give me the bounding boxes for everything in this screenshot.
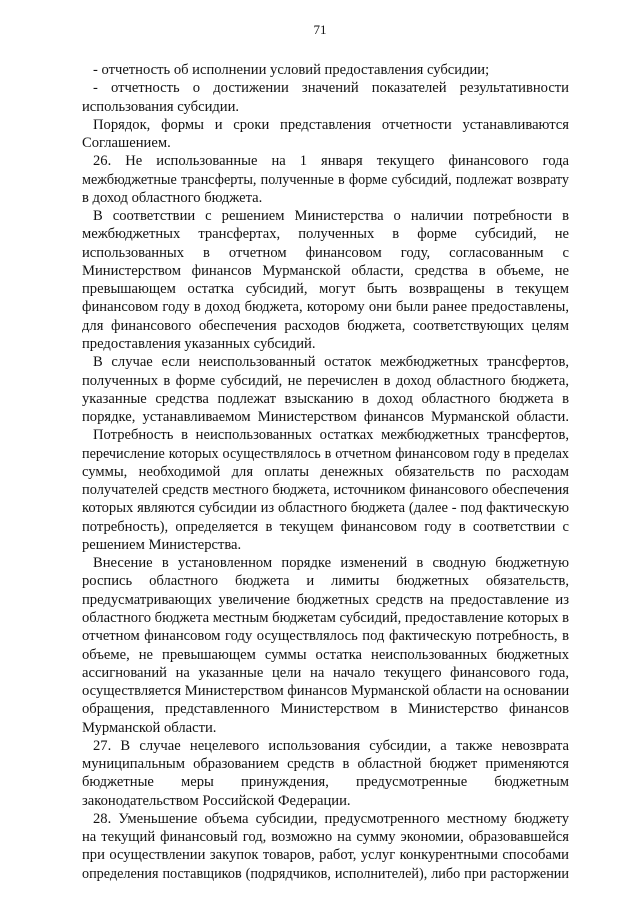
text-line: перечисление которых осуществлялось в отчетном финансовом году в пределах bbox=[82, 445, 569, 462]
text-line: ассигнований на указанные цели на начало текущего финансового года, bbox=[82, 664, 569, 681]
text-line: областного бюджета местным бюджетам субсидий, предоставление которых в bbox=[82, 609, 569, 626]
text-line: предусматривающих увеличение бюджетных средств на предоставление из bbox=[82, 591, 569, 608]
text-line: суммы, необходимой для оплаты денежных обязательств по расходам bbox=[82, 463, 569, 480]
text-line: на текущий финансовый год, возможно на сумму экономии, образовавшейся bbox=[82, 829, 569, 846]
page-number: 71 bbox=[313, 22, 327, 37]
text-line: превышающем остатка субсидий, могут быть возвращены в текущем bbox=[82, 281, 569, 298]
text-line: полученных в форме субсидий, не перечислен в доход областного бюджета, bbox=[82, 372, 569, 389]
text-line: для финансового обеспечения расходов бюджета, соответствующих целям bbox=[82, 317, 569, 334]
text-line: В случае если неиспользованный остаток межбюджетных трансфертов, bbox=[93, 354, 569, 371]
text-line: при осуществлении закупок товаров, работ, услуг конкурентными способами bbox=[82, 847, 569, 864]
text-line: определения поставщиков (подрядчиков, исполнителей), либо при расторжении bbox=[82, 865, 569, 882]
text-line: - отчетность об исполнении условий предоставления субсидии; bbox=[93, 62, 490, 78]
text-line: 27. В случае нецелевого использования субсидии, а также невозврата bbox=[93, 737, 569, 754]
text-line: роспись областного бюджета и лимиты бюджетных обязательств, bbox=[82, 573, 569, 590]
document-text bbox=[82, 61, 569, 883]
text-line: в доход областного бюджета. bbox=[82, 189, 263, 206]
text-line: финансовом году в доход бюджета, которому они были ранее предоставлены, bbox=[82, 299, 569, 316]
text-line: Потребность в неиспользованных остатках межбюджетных трансфертов, bbox=[93, 427, 569, 444]
text-line: В соответствии с решением Министерства о наличии потребности в bbox=[93, 208, 569, 225]
text-line: отчетном финансовом году осуществлялось под фактическую потребность, в bbox=[82, 628, 569, 645]
text-line: Внесение в установленном порядке изменений в сводную бюджетную bbox=[93, 555, 569, 572]
text-line: использованных в отчетном финансовом году, согласованным с bbox=[82, 244, 569, 261]
text-line: решением Министерства. bbox=[82, 536, 242, 553]
text-line: бюджетные меры принуждения, предусмотренные бюджетным bbox=[82, 774, 569, 791]
text-line: порядке, устанавливаемом Министерством финансов Мурманской области. bbox=[82, 409, 569, 426]
text-line: Соглашением. bbox=[82, 135, 171, 152]
text-line: межбюджетных трансфертах, полученных в форме субсидий, не bbox=[82, 226, 569, 243]
text-line: законодательством Российской Федерации. bbox=[82, 792, 351, 809]
text-line: использования субсидии. bbox=[82, 98, 240, 115]
text-line: указанные средства подлежат взысканию в доход областного бюджета в bbox=[82, 390, 569, 407]
text-line: осуществляется Министерством финансов Мурманской области на основании bbox=[82, 683, 570, 700]
text-line: - отчетность о достижении значений показателей результативности bbox=[93, 80, 569, 97]
text-line: межбюджетные трансферты, полученные в форме субсидий, подлежат возврату bbox=[82, 171, 569, 188]
text-line: предоставления указанных субсидий. bbox=[82, 335, 316, 352]
text-line: Министерством финансов Мурманской области, средства в объеме, не bbox=[82, 262, 569, 279]
text-line: обращения, представленного Министерством в Министерство финансов bbox=[82, 701, 569, 718]
text-line: Мурманской области. bbox=[82, 719, 217, 736]
text-line: муниципальным образованием средств в областной бюджет применяются bbox=[82, 756, 569, 773]
text-line: которых являются субсидии из областного бюджета (далее - под фактическую bbox=[82, 500, 569, 517]
text-line: потребность), определяется в текущем финансовом году в соответствии с bbox=[82, 518, 569, 535]
text-line: объеме, не превышающем суммы остатка неиспользованных бюджетных bbox=[82, 646, 569, 663]
text-line: 26. Не использованные на 1 января текущего финансового года bbox=[93, 153, 569, 170]
text-line: получателей средств местного бюджета, источником финансового обеспечения bbox=[82, 482, 569, 499]
text-line: Порядок, формы и сроки представления отчетности устанавливаются bbox=[93, 116, 569, 133]
text-line: 28. Уменьшение объема субсидии, предусмотренного местному бюджету bbox=[93, 810, 569, 827]
